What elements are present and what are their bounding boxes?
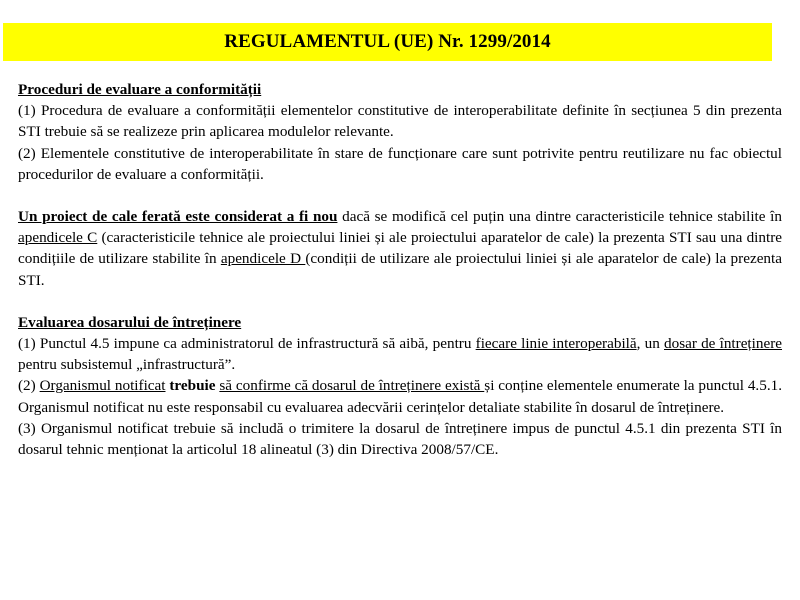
slide-title: REGULAMENTUL (UE) Nr. 1299/2014 [224, 31, 551, 52]
maintenance-file-reference: dosar de întreținere [664, 335, 783, 353]
conformity-heading-text: Proceduri de evaluare a conformității [18, 81, 262, 98]
spacer [18, 185, 782, 206]
conformity-paragraph-2: (2) Elementele constitutive de interoperabilitate în stare de funcționare care sunt potrivite pentru reutilizare nu fac obiectul procedurilor de evaluare a conformității. [18, 144, 782, 183]
confirm-file-exists-reference: să confirme că dosarul de întreținere există [219, 377, 485, 395]
notified-body-reference: Organismul notificat [39, 377, 166, 395]
appendix-c-reference: apendicele C [18, 229, 98, 247]
title-banner [3, 23, 772, 61]
maintenance-paragraph-3: (3) Organismul notificat trebuie să includă o trimitere la dosarul de întreținere impus de punctul 4.5.1 din prezenta STI în dosarul tehnic menționat la articolul 18 alineatul (3) din Directiva 2008/57/CE. [18, 419, 782, 459]
section-maintenance-heading [18, 312, 782, 333]
new-project-text-1: dacă se modifică cel puțin una dintre caracteristicile tehnice stabilite în [337, 208, 782, 226]
conformity-paragraph-1: (1) Procedura de evaluare a conformității elementelor constitutive de interoperabilitate definite în secțiunea 5 din prezenta STI trebuie să se realizeze prin aplicarea modulelor relevante. [18, 102, 782, 141]
new-project-text-2: (caracteristicile tehnice ale proiectului liniei și ale proiectului aparatelor de cale) la prezenta STI sau una dintre condițiile de utilizare stabilite în [18, 229, 783, 268]
new-project-lead: Un proiect de cale ferată este considerat a fi nou [18, 208, 338, 226]
document-body [18, 79, 782, 460]
new-project-text-3: (condiții de utilizare ale proiectului liniei și ale aparatelor de cale) la prezenta STI. [18, 250, 782, 289]
maintenance-paragraph-2 [18, 375, 782, 417]
appendix-d-reference: apendicele D [220, 250, 306, 268]
must-emphasis: trebuie [169, 377, 216, 395]
spacer [18, 291, 782, 312]
maintenance-p2-text-a: (2) [18, 377, 40, 395]
maintenance-p1-text-c: pentru subsistemul „infrastructură”. [18, 356, 236, 374]
maintenance-p1-text-a: (1) Punctul 4.5 impune ca administratorul de infrastructură să aibă, pentru [18, 335, 476, 353]
maintenance-heading-text: Evaluarea dosarului de întreținere [18, 313, 242, 331]
interoperable-line-reference: fiecare linie interoperabilă [475, 335, 637, 353]
maintenance-p1-text-b: , un [636, 335, 664, 353]
section-conformity-heading [18, 79, 782, 100]
maintenance-p2-text-d: și conține elementele enumerate la punctul 4.5.1. Organismul notificat nu este responsabil cu evaluarea adecvării cerințelor detaliate stabilite în dosarul de întreținere. [18, 377, 783, 416]
maintenance-paragraph-1 [18, 333, 782, 375]
new-project-paragraph [18, 206, 782, 291]
